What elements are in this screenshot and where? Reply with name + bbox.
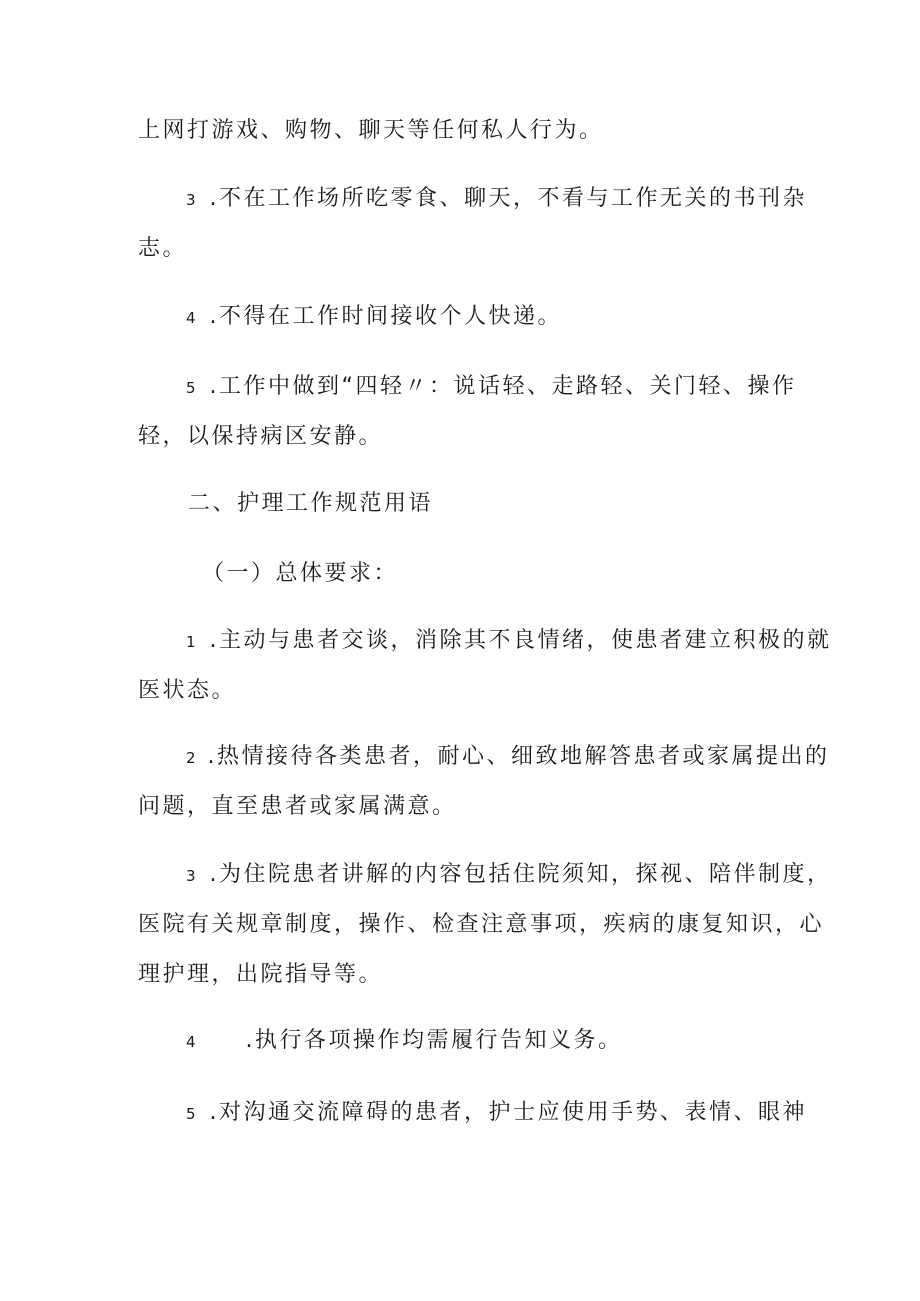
list-item-text: 热情接待各类患者，耐心、细致地解答患者或家属提出的: [217, 744, 830, 769]
list-item-number: 3: [186, 191, 196, 209]
list-item-separator: .: [209, 374, 220, 399]
list-item-line: 志。: [138, 236, 188, 261]
list-item-number: 5: [186, 379, 196, 397]
list-item-line: [186, 376, 796, 398]
list-item-separator: .: [209, 304, 220, 329]
list-item-line: 理护理，出院指导等。: [138, 962, 384, 987]
list-item-text: 执行各项操作均需履行告知义务。: [255, 1028, 623, 1053]
list-item-line: [186, 746, 830, 768]
list-item-number: 2: [186, 749, 196, 767]
list-item-text: 不在工作场所吃零食、聊天，不看与工作无关的书刊杂: [219, 186, 808, 211]
list-item-line: [186, 188, 807, 210]
list-item-separator: .: [245, 1028, 256, 1053]
list-item-line: [186, 1030, 623, 1052]
paragraph-line: 上网打游戏、购物、聊天等任何私人行为。: [138, 118, 604, 143]
list-item-separator: .: [207, 744, 218, 769]
list-item-separator: .: [209, 1100, 220, 1125]
list-item-number: 4: [186, 309, 196, 327]
list-item-text: 主动与患者交谈，消除其不良情绪，使患者建立积极的就: [219, 628, 832, 653]
list-item-line: [186, 1102, 807, 1124]
section-heading-text: 二、护理工作规范用语: [188, 491, 434, 516]
list-item-separator: .: [209, 862, 220, 887]
list-item-text: 为住院患者讲解的内容包括住院须知，探视、陪伴制度，: [219, 862, 832, 887]
list-item-line: 轻，以保持病区安静。: [138, 424, 384, 449]
list-item-line: 医院有关规章制度，操作、检查注意事项，疾病的康复知识，心: [138, 912, 825, 937]
list-item-text: 对沟通交流障碍的患者，护士应使用手势、表情、眼神: [219, 1100, 808, 1125]
list-item-number: 5: [186, 1105, 196, 1123]
list-item-line: [186, 306, 562, 328]
list-item-line: [186, 630, 832, 652]
list-item-separator: .: [209, 628, 220, 653]
list-item-text: 工作中做到“四轻〃：说话轻、走路轻、关门轻、操作: [219, 374, 797, 399]
list-item-line: [186, 864, 832, 886]
list-item-number: 3: [186, 867, 196, 885]
list-item-line: 医状态。: [138, 678, 237, 703]
list-item-number: 4: [186, 1033, 196, 1051]
subsection-heading-text: （一）总体要求：: [202, 561, 399, 586]
list-item-separator: .: [209, 186, 220, 211]
list-item-line: 问题，直至患者或家属满意。: [138, 794, 457, 819]
list-item-text: 不得在工作时间接收个人快递。: [219, 304, 563, 329]
list-item-number: 1: [186, 633, 196, 651]
